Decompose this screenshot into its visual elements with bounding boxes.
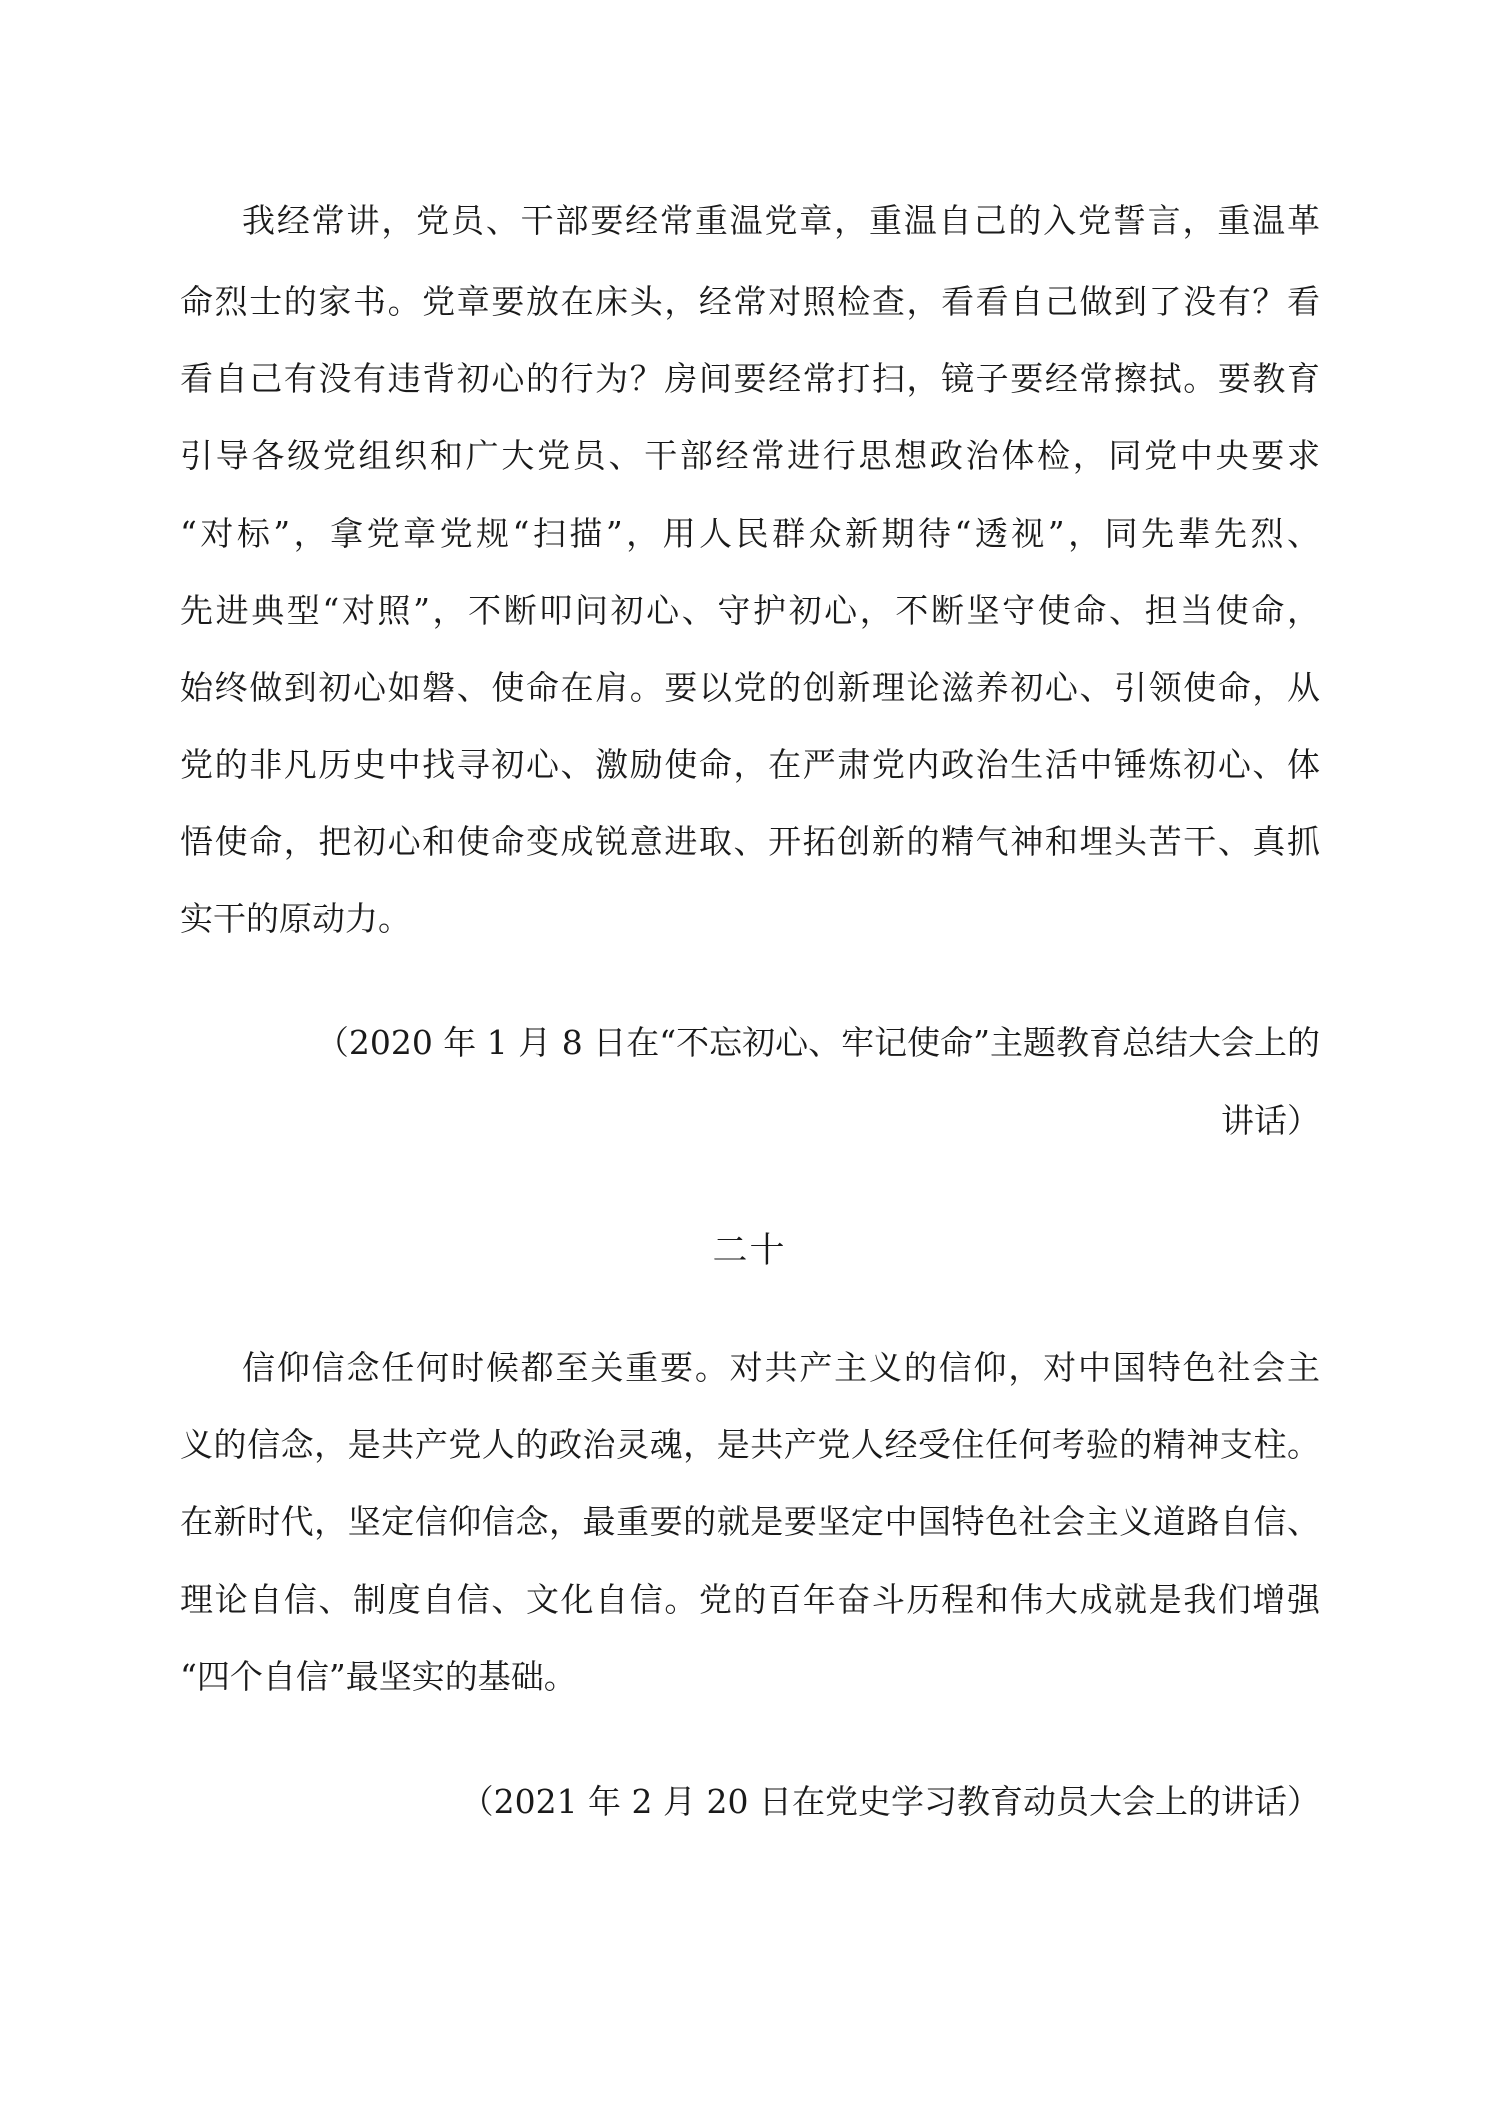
section-heading: 二十 [712, 1231, 787, 1271]
paragraph-line: 看自己有没有违背初心的行为？房间要经常打扫，镜子要经常擦拭。要教育 [180, 359, 1320, 398]
paragraph-line: 理论自信、制度自信、文化自信。党的百年奋斗历程和伟大成就是我们增强 [180, 1580, 1320, 1619]
paragraph-line: 义的信念，是共产党人的政治灵魂，是共产党人经受住任何考验的精神支柱。 [180, 1425, 1320, 1464]
paragraph-line: “四个自信”最坚实的基础。 [180, 1657, 577, 1696]
paragraph-line: 信仰信念任何时候都至关重要。对共产主义的信仰，对中国特色社会主 [242, 1348, 1320, 1387]
paragraph-line: “对标”，拿党章党规“扫描”，用人民群众新期待“透视”，同先辈先烈、 [180, 514, 1320, 553]
paragraph-line: 命烈士的家书。党章要放在床头，经常对照检查，看看自己做到了没有？看 [180, 282, 1320, 321]
paragraph-line: 我经常讲，党员、干部要经常重温党章，重温自己的入党誓言，重温革 [242, 201, 1320, 240]
source-citation: 讲话） [1221, 1101, 1320, 1140]
paragraph-line: 在新时代，坚定信仰信念，最重要的就是要坚定中国特色社会主义道路自信、 [180, 1502, 1320, 1541]
paragraph-line: 引导各级党组织和广大党员、干部经常进行思想政治体检，同党中央要求 [180, 436, 1320, 475]
paragraph-line: 始终做到初心如磐、使命在肩。要以党的创新理论滋养初心、引领使命，从 [180, 668, 1320, 707]
paragraph-line: 悟使命，把初心和使命变成锐意进取、开拓创新的精气神和埋头苦干、真抓 [180, 822, 1320, 861]
paragraph-line: 党的非凡历史中找寻初心、激励使命，在严肃党内政治生活中锤炼初心、体 [180, 745, 1320, 784]
paragraph-line: 先进典型“对照”，不断叩问初心、守护初心，不断坚守使命、担当使命， [180, 591, 1320, 630]
paragraph-line: 实干的原动力。 [180, 899, 411, 938]
source-citation: （2021 年 2 月 20 日在党史学习教育动员大会上的讲话） [460, 1782, 1320, 1821]
source-citation: （2020 年 1 月 8 日在“不忘初心、牢记使命”主题教育总结大会上的 [315, 1023, 1320, 1062]
